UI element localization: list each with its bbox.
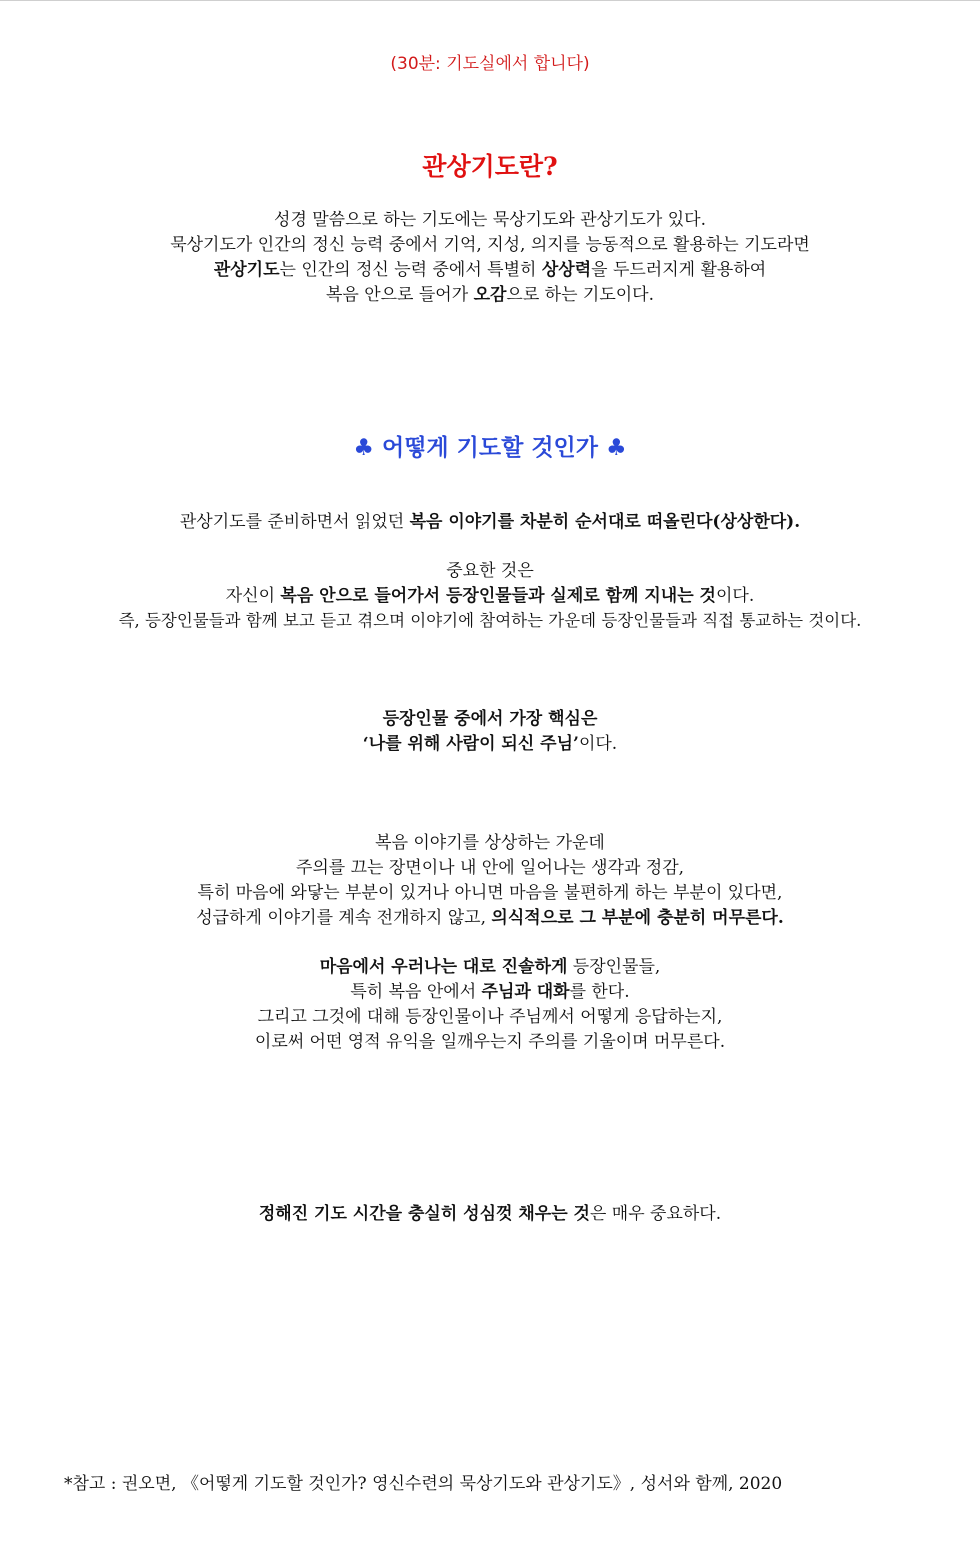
p4-line-3: 특히 마음에 와닿는 부분이 있거나 아니면 마음을 불편하게 하는 부분이 있다면, — [197, 883, 783, 903]
p4-line-2: 주의를 끄는 장면이나 내 안에 일어나는 생각과 정감, — [295, 858, 685, 878]
bold-term: 오감 — [473, 285, 507, 305]
text-run: 복음 안으로 들어가 — [325, 285, 474, 305]
top-border — [0, 0, 980, 1]
p1-line — [0, 510, 980, 534]
bold-run: ‘나를 위해 사람이 되신 주님’ — [362, 734, 579, 754]
text-run: 등장인물들, — [567, 957, 661, 977]
p5-line-3: 그리고 그것에 대해 등장인물이나 주님께서 어떻게 응답하는지, — [257, 1007, 723, 1027]
bold-run: 의식적으로 그 부분에 충분히 머무른다. — [491, 908, 784, 928]
page-title: 관상기도란? — [422, 152, 558, 181]
intro-line-4 — [0, 283, 980, 307]
p5-line-1 — [0, 955, 980, 979]
text-run: 이다. — [578, 734, 618, 754]
text-run: 관상기도를 준비하면서 읽었던 — [179, 512, 410, 532]
text-run: 는 인간의 정신 능력 중에서 특별히 — [279, 260, 542, 280]
p2-line-2 — [0, 584, 980, 608]
bold-run: 복음 안으로 들어가서 등장인물들과 실제로 함께 지내는 것 — [280, 586, 716, 606]
bold-run: 복음 이야기를 차분히 순서대로 떠올린다(상상한다). — [409, 512, 801, 532]
club-icon: ♣ — [606, 434, 627, 461]
text-run: 은 매우 중요하다. — [589, 1204, 722, 1224]
subtitle: (30분: 기도실에서 합니다) — [390, 54, 590, 74]
p3-line-1 — [0, 707, 980, 731]
section-heading-text: 어떻게 기도할 것인가 — [382, 434, 598, 461]
text-run: 성급하게 이야기를 계속 전개하지 않고, — [196, 908, 492, 928]
bold-term: 상상력 — [541, 260, 592, 280]
p2-line-1: 중요한 것은 — [446, 561, 534, 581]
bold-run: 정해진 기도 시간을 충실히 성심껏 채우는 것 — [258, 1204, 590, 1224]
p2-line-3: 즉, 등장인물들과 함께 보고 듣고 겪으며 이야기에 참여하는 가운데 등장인물들과 직접 통교하는 것이다. — [118, 611, 862, 630]
text-run: 특히 복음 안에서 — [350, 982, 482, 1002]
intro-line-1: 성경 말씀으로 하는 기도에는 묵상기도와 관상기도가 있다. — [274, 210, 706, 230]
text-run: 으로 하는 기도이다. — [506, 285, 655, 305]
intro-line-2: 묵상기도가 인간의 정신 능력 중에서 기억, 지성, 의지를 능동적으로 활용하는 기도라면 — [170, 235, 810, 255]
p3-line-2 — [0, 732, 980, 756]
p4-line-4 — [0, 906, 980, 930]
bold-run: 마음에서 우러나는 대로 진솔하게 — [319, 957, 568, 977]
p5-line-4: 이로써 어떤 영적 유익을 일깨우는지 주의를 기울이며 머무른다. — [254, 1032, 726, 1052]
bold-run: 주님과 대화 — [481, 982, 570, 1002]
intro-line-3 — [0, 258, 980, 282]
text-run: 자신이 — [225, 586, 281, 606]
p5-line-2 — [0, 980, 980, 1004]
section-heading — [0, 432, 980, 464]
reference-footnote: *참고 : 권오면, 《어떻게 기도할 것인가? 영신수련의 묵상기도와 관상기도》, 성서와 함께, 2020 — [64, 1474, 783, 1494]
p6-line — [0, 1202, 980, 1226]
text-run: 이다. — [715, 586, 755, 606]
text-run: 를 한다. — [569, 982, 630, 1002]
text-run: 을 두드러지게 활용하여 — [591, 260, 767, 280]
club-icon: ♣ — [353, 434, 374, 461]
p4-line-1: 복음 이야기를 상상하는 가운데 — [375, 833, 605, 853]
bold-run: 등장인물 중에서 가장 핵심은 — [382, 709, 598, 729]
bold-term: 관상기도 — [213, 260, 280, 280]
